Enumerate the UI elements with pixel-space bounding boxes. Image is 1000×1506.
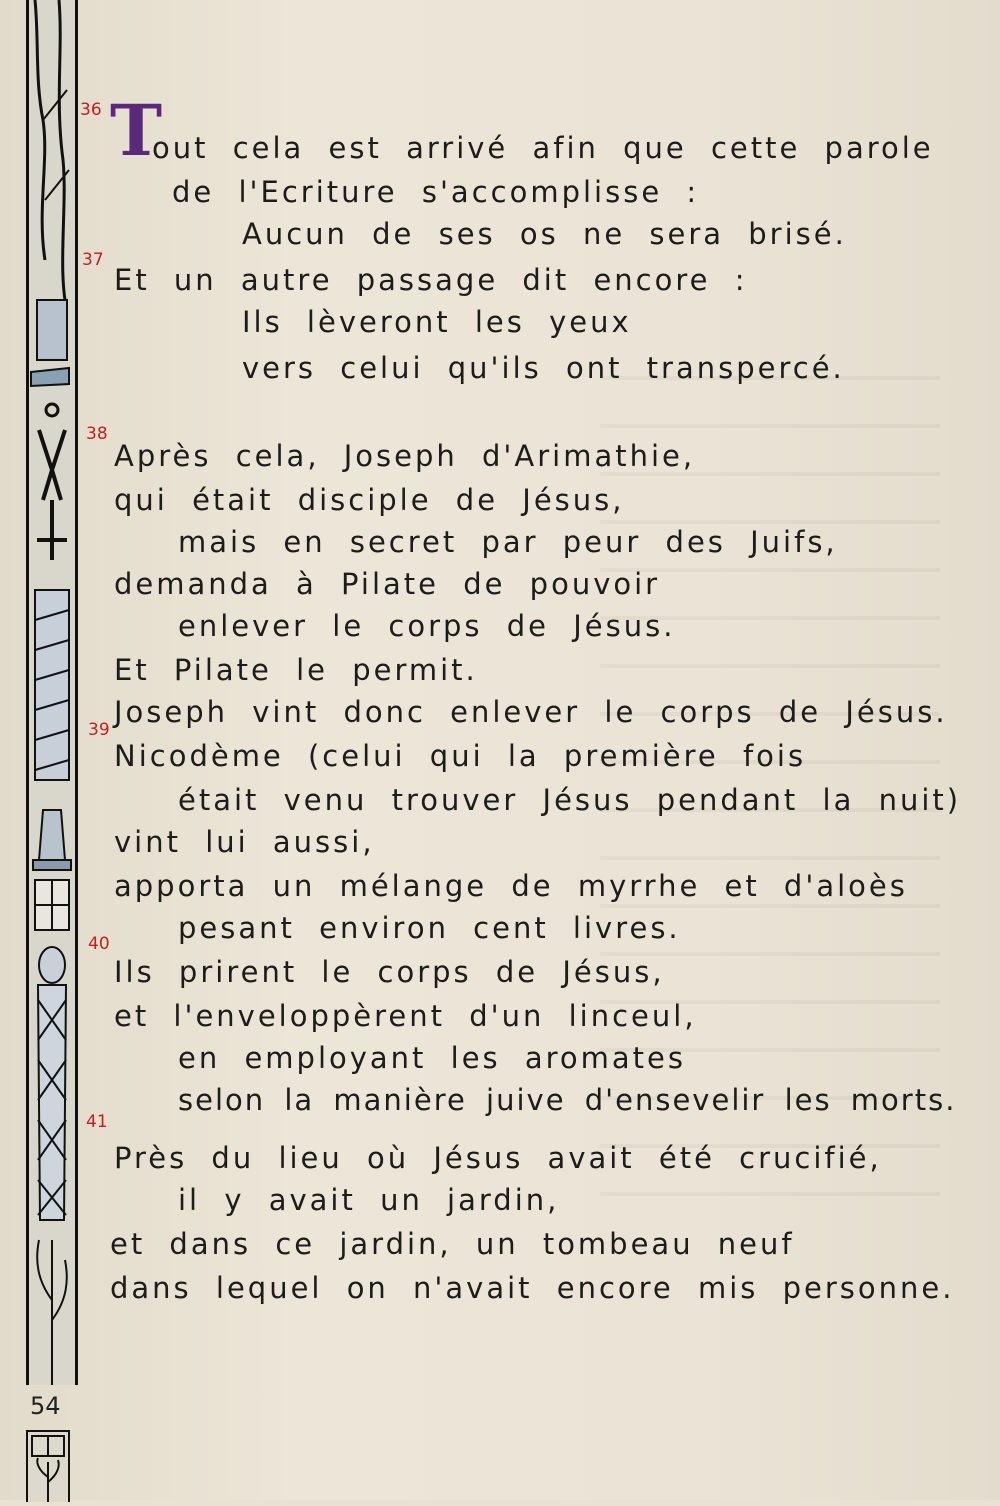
verse-number-38: 38: [86, 424, 108, 444]
verse-38-line-4: demanda à Pilate de pouvoir: [114, 567, 661, 601]
verse-number-39: 39: [88, 720, 110, 740]
verse-38-line-1: Après cela, Joseph d'Arimathie,: [114, 439, 696, 473]
verse-39-line-5: pesant environ cent livres.: [178, 911, 681, 945]
verse-40-line-4: selon la manière juive d'ensevelir les morts.: [178, 1083, 957, 1117]
verse-36-line-2: de l'Ecriture s'accomplisse :: [172, 175, 700, 209]
verse-41-line-3: et dans ce jardin, un tombeau neuf: [110, 1227, 795, 1261]
verse-37-line-1: Et un autre passage dit encore :: [114, 263, 748, 297]
page-number: 54: [30, 1392, 61, 1420]
verse-38-line-3: mais en secret par peur des Juifs,: [178, 525, 838, 559]
verse-number-36: 36: [80, 100, 102, 120]
verse-40-line-2: et l'enveloppèrent d'un linceul,: [114, 999, 697, 1033]
verse-41-line-2: il y avait un jardin,: [178, 1183, 560, 1217]
verse-number-40: 40: [88, 934, 110, 954]
verse-38-line-7: Joseph vint donc enlever le corps de Jésus.: [114, 695, 948, 729]
verse-36-line-1: out cela est arrivé afin que cette parole: [152, 131, 934, 165]
verse-41-line-4: dans lequel on n'avait encore mis personne.: [110, 1271, 955, 1305]
verse-39-line-4: apporta un mélange de myrrhe et d'aloès: [114, 869, 908, 903]
verse-41-line-1: Près du lieu où Jésus avait été crucifié,: [114, 1141, 882, 1175]
verse-36-line-3: Aucun de ses os ne sera brisé.: [242, 217, 847, 251]
verse-39-line-2: était venu trouver Jésus pendant la nuit): [178, 783, 962, 817]
verse-number-41: 41: [86, 1112, 108, 1132]
verse-38-line-6: Et Pilate le permit.: [114, 653, 478, 687]
verse-40-line-1: Ils prirent le corps de Jésus,: [114, 955, 665, 989]
verse-number-37: 37: [82, 250, 104, 270]
verse-37-line-2: Ils lèveront les yeux: [242, 305, 632, 339]
verse-39-line-1: Nicodème (celui qui la première fois: [114, 739, 807, 773]
dropcap-letter: T: [110, 89, 166, 172]
verse-37-line-3: vers celui qu'ils ont transpercé.: [242, 351, 845, 385]
verse-40-line-3: en employant les aromates: [178, 1041, 687, 1075]
verse-39-line-3: vint lui aussi,: [114, 825, 375, 859]
verse-38-line-2: qui était disciple de Jésus,: [114, 483, 625, 517]
verse-38-line-5: enlever le corps de Jésus.: [178, 609, 676, 643]
